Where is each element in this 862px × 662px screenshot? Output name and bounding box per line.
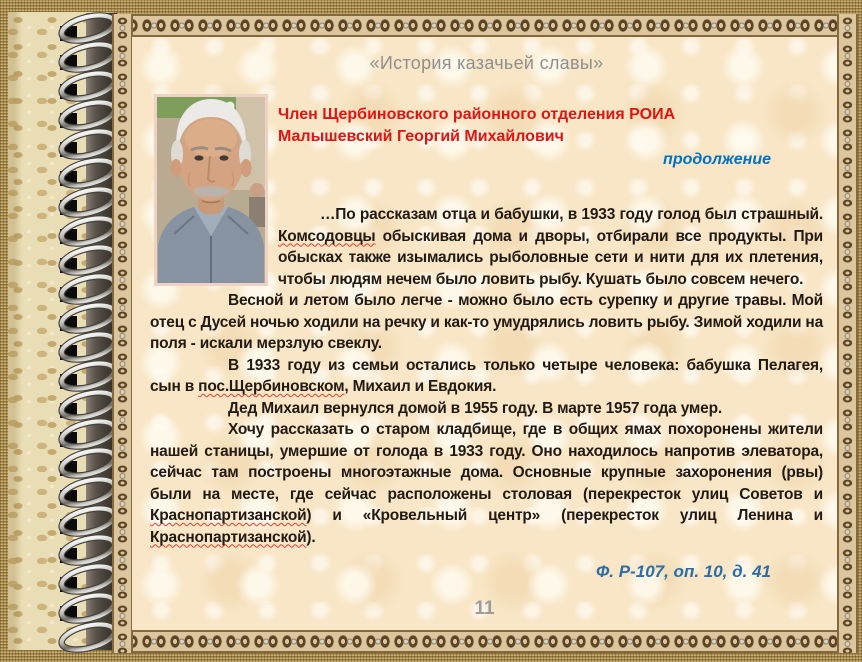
misspelled-word: Краснопартизанской (150, 528, 307, 546)
misspelled-word: Комсодовцы (278, 227, 376, 245)
text-run: , Михаил и Евдокия. (344, 378, 497, 395)
text-run: ) и «Кровельный центр» (перекресток улиц Ленина и (306, 507, 823, 524)
misspelled-word: пос.Щербиновском (198, 378, 345, 395)
text-run: ). (306, 528, 316, 546)
paragraph (150, 355, 823, 398)
page-content (132, 37, 837, 630)
heading-line2: Малышевский Георгий Михайлович (278, 128, 564, 145)
misspelled-word: Краснопартизанской (150, 507, 307, 524)
heading-line1: Член Щербиновского районного отделения РОИА (278, 106, 676, 123)
paragraph (150, 398, 823, 420)
text-run: обыскивая дома и дворы, отбирали все продукты. При обысках также изымались рыболовные сети и нити для их плетения, чтобы людям нечем было ловить рыбу. Кушать было совсем нечего. (278, 227, 823, 288)
archive-reference: Ф. Р-107, оп. 10, д. 41 (596, 562, 771, 581)
text-run: …По рассказам отца и бабушки, в 1933 году голод был страшный. (320, 206, 823, 223)
page-number: 11 (474, 598, 495, 619)
paragraph (150, 419, 823, 548)
paragraph (150, 290, 823, 355)
text-run: Весной и летом было легче - можно было есть сурепку и другие травы. Мой отец с Дусей ночью ходили на речку и как-то умудрялись ловить рыбу. Зимой ходили на поля - искали мерзлую свеклу. (150, 292, 823, 352)
page-title: «История казачьей славы» (369, 53, 604, 73)
ornate-border-bottom (112, 630, 858, 653)
portrait-illustration-icon (154, 94, 268, 286)
continuation-label: продолжение (663, 151, 771, 168)
ornate-border-top (112, 14, 858, 37)
ornate-border-left (112, 14, 133, 653)
ornate-border-right (837, 14, 858, 653)
text-run: В 1933 году из семьи остались только четыре человека: бабушка Пелагея, сын в (150, 356, 823, 395)
portrait-photo (154, 94, 268, 286)
text-run: Хочу рассказать о старом кладбище, где в общих ямах похоронены жители нашей станицы, умершие от голода в 1933 году. Оно находилось напротив элеватора, сейчас там построены многоэтажные дома. Основные крупные захоронения (рвы) были на месте, где сейчас расположены столовая (перекресток улиц Советов и (150, 421, 823, 503)
text-run: Дед Михаил вернулся домой в 1955 году. В марте 1957 года умер. (228, 399, 722, 417)
